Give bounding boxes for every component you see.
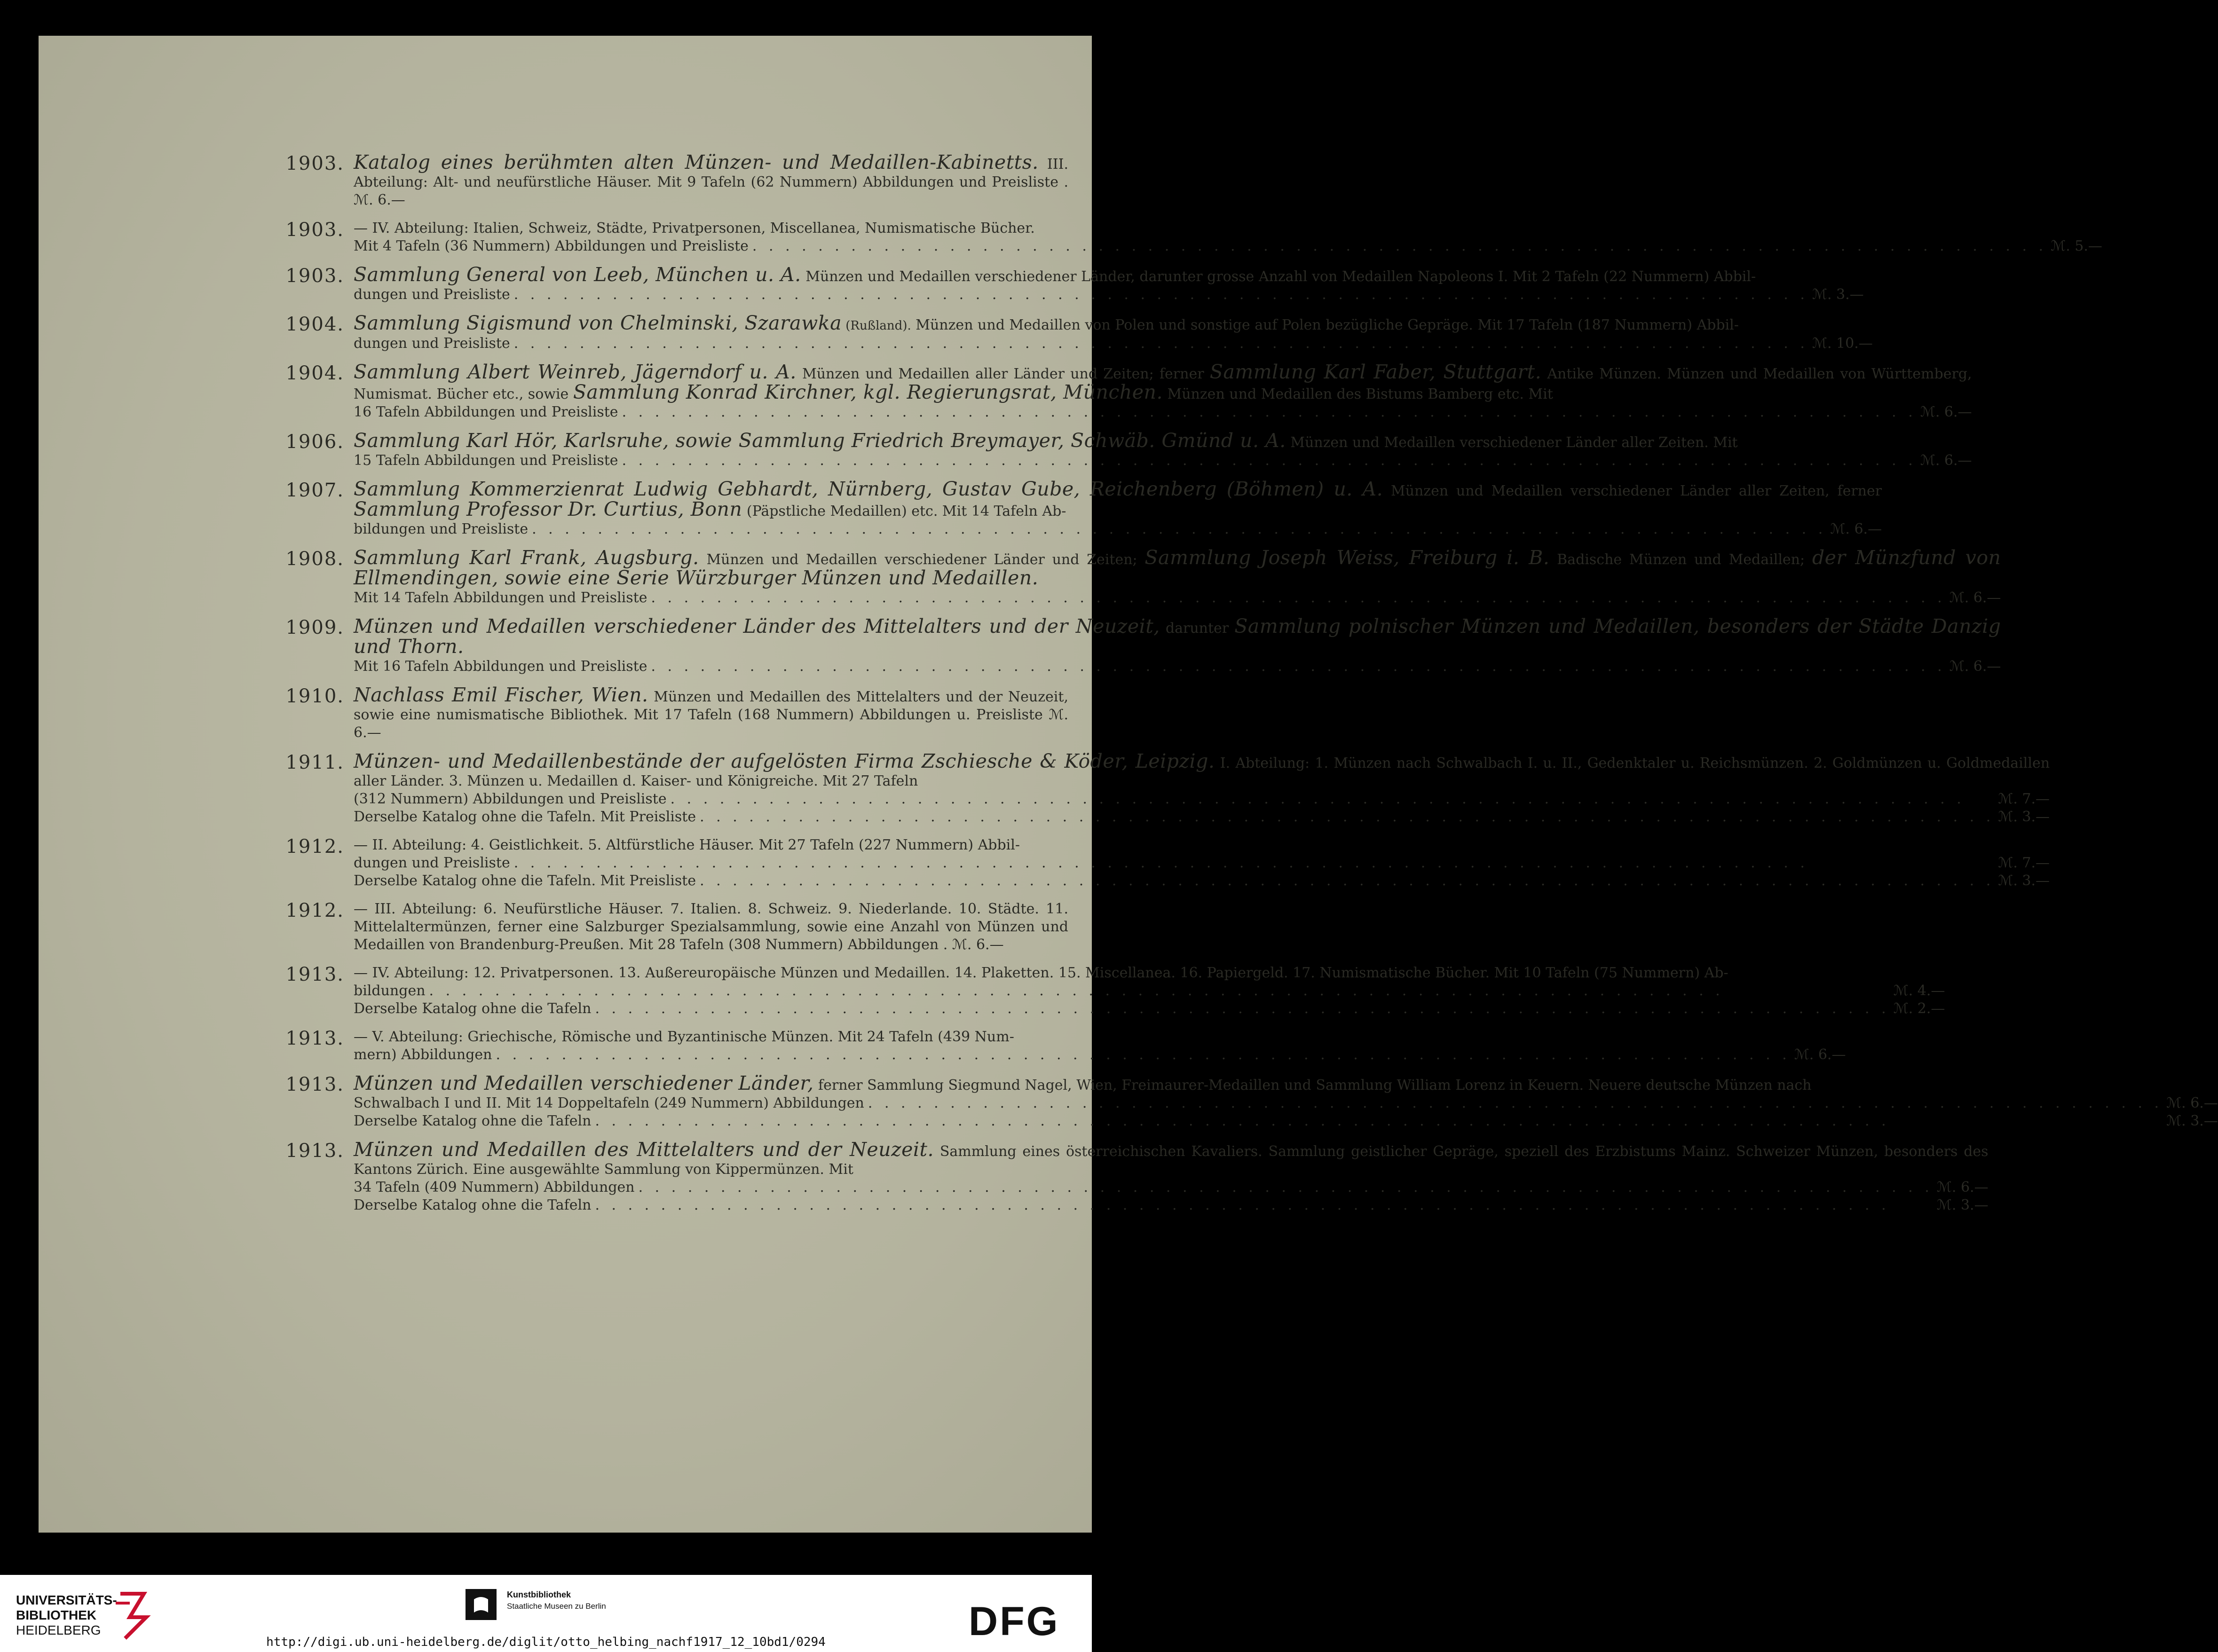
price-value: ℳ. 6.— [1920, 452, 1972, 469]
price-value: ℳ. 3.— [1812, 286, 1864, 303]
leader-dots [514, 854, 1995, 872]
description-text: — II. Abteilung: 4. Geistlichkeit. 5. Altfürstliche Häuser. Mit 27 Tafeln (227 Nummern) Abbil- [354, 837, 1020, 853]
price-line [354, 520, 1882, 538]
catalog-entry [274, 429, 1972, 470]
entry-year: 1912. [285, 836, 344, 857]
collection-title: Sammlung Sigismund von Chelminski, Szarawka [354, 312, 842, 334]
description-text: — IV. Abteilung: 12. Privatpersonen. 13. Außereuropäische Münzen und Medaillen. 14. Plaketten. 15. Miscellanea. 16. Papiergeld. 17. Numismatische Bücher. Mit 10 Tafeln (75 Nummern) Ab- [354, 965, 1729, 981]
entry-description [354, 1138, 1989, 1179]
description-text: Münzen und Medaillen verschiedener Länder, darunter grosse Anzahl von Medaillen Napoleons I. Mit 2 Tafeln (22 Nummern) Abbil- [801, 268, 1756, 285]
price-line-text: dungen und Preisliste [354, 286, 510, 303]
catalog-entry [274, 546, 2001, 607]
entry-year: 1912. [285, 900, 344, 921]
entry-year: 1913. [285, 1074, 344, 1095]
description-text: — III. Abteilung: 6. Neufürstliche Häuser. 7. Italien. 8. Schweiz. 9. Niederlande. 10. Städte. 11. Mittelaltermünzen, ferner eine Salzburger Spezialsammlung, sowie eine Anzahl von Münzen und Medaillen von Brandenburg-Preußen. Mit 28 Tafeln (308 Nummern) Abbildungen . ℳ. 6.— [354, 901, 1068, 953]
description-text: Münzen und Medaillen verschiedener Länder aller Zeiten. Mit [1286, 434, 1738, 451]
entry-description [354, 900, 1068, 954]
extra-price-line [354, 1112, 2218, 1130]
entry-description [354, 546, 2001, 589]
leader-dots [514, 286, 1808, 304]
collection-title: Münzen und Medaillen verschiedener Länder des Mittelalters und der Neuzeit, [354, 615, 1160, 637]
price-value: ℳ. 3.— [2166, 1113, 2218, 1129]
price-value: ℳ. 10.— [1812, 335, 1873, 352]
price-line-text: Mit 14 Tafeln Abbildungen und Preisliste [354, 590, 647, 606]
catalog-entry [274, 153, 1068, 209]
collection-title: Sammlung Professor Dr. Curtius, Bonn [354, 498, 742, 520]
catalog-entry [274, 1072, 2218, 1130]
entry-body [354, 1028, 1846, 1064]
price-line [354, 335, 1873, 353]
collection-title: Sammlung Albert Weinreb, Jägerndorf u. A. [354, 361, 797, 383]
entry-year: 1910. [285, 685, 344, 707]
collection-title: Sammlung polnischer Münzen und Medaillen, besonders der Städte Danzig und Thorn. [354, 615, 2001, 658]
entry-description [354, 429, 1972, 452]
price-line-text: Derselbe Katalog ohne die Tafeln [354, 1000, 592, 1017]
entry-description [354, 153, 1068, 209]
price-line-text: bildungen [354, 983, 426, 999]
leader-dots [752, 237, 2047, 255]
price-line [354, 1094, 2218, 1112]
price-line-text: (312 Nummern) Abbildungen und Preisliste [354, 791, 667, 807]
entry-year: 1913. [285, 1028, 344, 1049]
price-line-text: Derselbe Katalog ohne die Tafeln [354, 1197, 592, 1213]
collection-title: Sammlung Konrad Kirchner, kgl. Regierungsrat, München. [573, 381, 1163, 403]
entry-description [354, 363, 1972, 403]
price-line-text: 16 Tafeln Abbildungen und Preisliste [354, 404, 618, 420]
kunstbibliothek-text [507, 1589, 606, 1612]
price-value: ℳ. 6.— [2166, 1095, 2218, 1111]
entry-body [354, 220, 2102, 255]
entry-body [354, 153, 1068, 209]
extra-price-line [354, 808, 2050, 826]
catalog-entry [274, 750, 2050, 826]
price-line-text: Mit 4 Tafeln (36 Nummern) Abbildungen und Preisliste [354, 238, 749, 254]
price-line-text: 34 Tafeln (409 Nummern) Abbildungen [354, 1179, 635, 1196]
price-value: ℳ. 6.— [1936, 1179, 1989, 1196]
entry-body [354, 1074, 2218, 1130]
leader-dots [651, 589, 1945, 607]
description-text: I. Abteilung: 1. Münzen nach Schwalbach I. u. II., Gedenktaler u. Reichsmünzen. 2. Goldmünzen u. Goldmedaillen aller Länder. 3. Münzen u. Medaillen d. Kaiser- und Königreiche. Mit 27 Tafeln [354, 755, 2050, 789]
footer-bar [0, 1575, 1092, 1652]
entry-year: 1908. [285, 548, 344, 570]
price-value: ℳ. 3.— [1998, 809, 2050, 825]
leader-dots [496, 1046, 1791, 1064]
price-value: ℳ. 3.— [1998, 873, 2050, 889]
collection-title: Münzen- und Medaillenbestände der aufgelösten Firma Zschiesche & Köder, Leipzig. [354, 750, 1215, 772]
catalog-entry [274, 900, 1068, 954]
entry-description [354, 314, 1873, 335]
entry-description [354, 836, 2050, 854]
price-value: ℳ. 6.— [1949, 658, 2001, 675]
extra-price-line [354, 1196, 1989, 1214]
dfg-logo: DFG [969, 1599, 1060, 1644]
price-line-text: Mit 16 Tafeln Abbildungen und Preisliste [354, 658, 647, 675]
catalog-entry [274, 219, 2102, 255]
price-line [354, 403, 1972, 421]
uni-line-3: HEIDELBERG [16, 1623, 101, 1637]
description-text: — IV. Abteilung: Italien, Schweiz, Städte, Privatpersonen, Miscellanea, Numismatische Bücher. [354, 220, 1035, 236]
description-text: Münzen und Medaillen des Bistums Bamberg etc. Mit [1162, 386, 1553, 402]
entry-body [354, 1138, 1989, 1214]
entry-description [354, 263, 1864, 286]
price-line [354, 854, 2050, 872]
entry-body [354, 836, 2050, 890]
description-text: Sammlung eines österreichischen Kavaliers. Sammlung geistlicher Gepräge, speziell des Erzbistums Mainz. Schweizer Münzen, besonders des Kantons Zürich. Eine ausgewählte Sammlung von Kippermünzen. Mit [354, 1143, 1989, 1178]
catalog-list [274, 151, 2218, 1225]
description-text: — V. Abteilung: Griechische, Römische und Byzantinische Münzen. Mit 24 Tafeln (439 Num- [354, 1029, 1014, 1045]
entry-year: 1907. [285, 480, 344, 501]
catalog-entry [274, 1028, 1846, 1064]
description-text: Badische Münzen und Medaillen; [1549, 551, 1812, 568]
uni-line-2: BIBLIOTHEK [16, 1608, 97, 1622]
description-text: Münzen und Medaillen verschiedener Länder aller Zeiten, ferner [1383, 483, 1882, 499]
entry-description [354, 220, 2102, 237]
leader-dots [671, 790, 1995, 808]
collection-title: Sammlung Karl Faber, Stuttgart. [1209, 361, 1542, 383]
entry-body [354, 964, 1945, 1018]
catalog-entry [274, 686, 1068, 742]
university-logo-icon [111, 1589, 153, 1641]
entry-description [354, 1028, 1846, 1046]
description-text: ferner Sammlung Siegmund Nagel, Wien, Freimaurer-Medaillen und Sammlung William Lorenz in Keuern. Neuere deutsche Münzen nach [813, 1077, 1812, 1093]
entry-year: 1904. [285, 362, 344, 384]
collection-title: Sammlung Joseph Weiss, Freiburg i. B. [1145, 546, 1550, 569]
price-value: ℳ. 2.— [1893, 1000, 1945, 1017]
price-line-text: Derselbe Katalog ohne die Tafeln [354, 1113, 592, 1129]
leader-dots [532, 520, 1826, 538]
entry-description [354, 480, 1882, 520]
collection-title: Münzen und Medaillen verschiedener Länder, [354, 1072, 814, 1094]
price-value: ℳ. 6.— [1830, 521, 1882, 537]
price-line-text: Schwalbach I und II. Mit 14 Doppeltafeln (249 Nummern) Abbildungen [354, 1095, 864, 1111]
entry-body [354, 752, 2050, 826]
description-text: Münzen und Medaillen des Mittelalters und der Neuzeit, sowie eine numismatische Bibliothek. Mit 17 Tafeln (168 Nummern) Abbildungen u. Preisliste ℳ. 6.— [354, 689, 1068, 741]
leader-dots [651, 658, 1945, 676]
price-line [354, 452, 1972, 470]
price-value: ℳ. 6.— [1794, 1046, 1846, 1063]
price-value: ℳ. 4.— [1893, 983, 1945, 999]
price-value: ℳ. 6.— [1920, 404, 1972, 420]
price-value: ℳ. 7.— [1998, 855, 2050, 871]
entry-year: 1913. [285, 1140, 344, 1162]
extra-price-line [354, 872, 2050, 890]
kb-title: Kunstbibliothek [507, 1590, 571, 1599]
entry-description [354, 686, 1068, 742]
collection-title: Sammlung Karl Frank, Augsburg. [354, 546, 699, 569]
price-line [354, 286, 1864, 304]
entry-body [354, 363, 1972, 421]
collection-title: Nachlass Emil Fischer, Wien. [354, 684, 648, 706]
description-text: darunter [1160, 620, 1235, 637]
entry-year: 1904. [285, 314, 344, 335]
scanned-page [39, 36, 2218, 1533]
catalog-entry [274, 964, 1945, 1018]
catalog-entry [274, 361, 1972, 421]
entry-body [354, 314, 1873, 353]
collection-title: der Münzfund von Ellmendingen, sowie eine Serie Würzburger Münzen und Medaillen. [354, 546, 2001, 589]
description-text: Antike Münzen. Münzen und Medaillen von Württemberg, Numismat. Bücher etc., sowie [354, 366, 1972, 402]
catalog-entry [274, 478, 1882, 538]
catalog-entry [274, 1138, 1989, 1214]
entry-body [354, 480, 1882, 538]
price-line-text: mern) Abbildungen [354, 1046, 492, 1063]
entry-body [354, 546, 2001, 607]
leader-dots [639, 1179, 1933, 1196]
collection-title: Katalog eines berühmten alten Münzen- und Medaillen-Kabinetts. [354, 151, 1039, 173]
small-note: (Rußland). [842, 319, 911, 333]
price-line-text: bildungen und Preisliste [354, 521, 529, 537]
entry-description [354, 752, 2050, 790]
price-value: ℳ. 5.— [2051, 238, 2102, 254]
description-text: Münzen und Medaillen von Polen und sonstige auf Polen bezügliche Gepräge. Mit 17 Tafeln (187 Nummern) Abbil- [911, 317, 1739, 333]
price-line-text: dungen und Preisliste [354, 855, 510, 871]
price-line [354, 658, 2001, 676]
price-line [354, 790, 2050, 808]
uni-line-1: UNIVERSITÄTS- [16, 1593, 117, 1607]
leader-dots [429, 982, 1890, 1000]
price-line-text: Derselbe Katalog ohne die Tafeln. Mit Preisliste [354, 809, 696, 825]
entry-year: 1913. [285, 964, 344, 985]
price-value: ℳ. 3.— [1936, 1197, 1989, 1213]
leader-dots [700, 808, 1994, 826]
entry-description [354, 617, 2001, 658]
kb-subtitle: Staatliche Museen zu Berlin [507, 1602, 606, 1611]
description-text: III. Abteilung: Alt- und neufürstliche Häuser. Mit 9 Tafeln (62 Nummern) Abbildungen und Preisliste . ℳ. 6.— [354, 156, 1068, 208]
entry-year: 1909. [285, 617, 344, 638]
description-text: (Päpstliche Medaillen) etc. Mit 14 Tafeln Ab- [742, 503, 1066, 519]
price-line [354, 982, 1945, 1000]
entry-year: 1903. [285, 153, 344, 174]
price-line [354, 1179, 1989, 1196]
entry-year: 1903. [285, 265, 344, 287]
collection-title: Sammlung Karl Hör, Karlsruhe, sowie Sammlung Friedrich Breymayer, Schwäb. Gmünd u. A. [354, 429, 1286, 452]
collection-title: Sammlung Kommerzienrat Ludwig Gebhardt, Nürnberg, Gustav Gube, Reichenberg (Böhmen) u. A. [354, 478, 1383, 500]
catalog-entry [274, 312, 1873, 353]
catalog-entry [274, 615, 2001, 676]
description-text: Münzen und Medaillen verschiedener Länder und Zeiten; [699, 551, 1145, 568]
entry-year: 1903. [285, 219, 344, 241]
entry-description [354, 964, 1945, 982]
leader-dots [868, 1094, 2163, 1112]
leader-dots [622, 452, 1917, 470]
entry-year: 1906. [285, 431, 344, 453]
leader-dots [700, 872, 1994, 890]
price-line [354, 1046, 1846, 1064]
entry-description [354, 1074, 2218, 1094]
source-url[interactable]: http://digi.ub.uni-heidelberg.de/diglit/otto_helbing_nachf1917_12_10bd1/0294 [266, 1635, 826, 1649]
entry-body [354, 686, 1068, 742]
entry-body [354, 263, 1864, 304]
extra-price-line [354, 1000, 1945, 1018]
entry-body [354, 617, 2001, 676]
leader-dots [622, 403, 1917, 421]
leader-dots [514, 335, 1808, 353]
entry-body [354, 900, 1068, 954]
entry-body [354, 429, 1972, 470]
leader-dots [595, 1196, 1933, 1214]
kunstbibliothek-logo-icon [466, 1589, 497, 1620]
leader-dots [595, 1000, 1889, 1018]
price-line [354, 237, 2102, 255]
price-line-text: 15 Tafeln Abbildungen und Preisliste [354, 452, 618, 469]
price-value: ℳ. 6.— [1949, 590, 2001, 606]
entry-year: 1911. [285, 752, 344, 773]
catalog-entry [274, 263, 1864, 304]
leader-dots [595, 1112, 2163, 1130]
description-text: Münzen und Medaillen aller Länder und Zeiten; ferner [796, 366, 1210, 382]
price-line [354, 589, 2001, 607]
collection-title: Münzen und Medaillen des Mittelalters und der Neuzeit. [354, 1138, 934, 1161]
catalog-entry [274, 836, 2050, 890]
price-line-text: Derselbe Katalog ohne die Tafeln. Mit Preisliste [354, 873, 696, 889]
collection-title: Sammlung General von Leeb, München u. A. [354, 263, 801, 286]
price-value: ℳ. 7.— [1998, 791, 2050, 807]
price-line-text: dungen und Preisliste [354, 335, 510, 352]
university-library-name [16, 1593, 117, 1638]
